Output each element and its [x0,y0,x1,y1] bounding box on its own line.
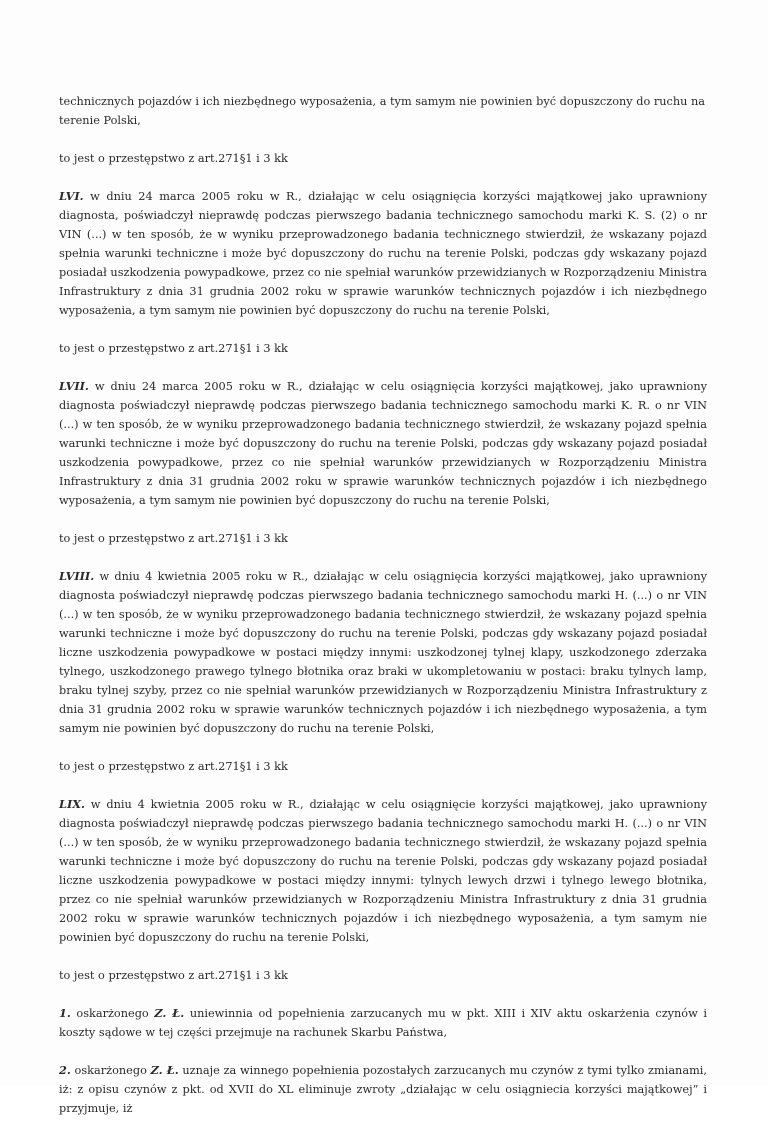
article-reference: to jest o przestępstwo z art.271§1 i 3 kk [59,969,288,982]
verdict-point-1 [59,1004,707,1042]
charge-text: w dniu 24 marca 2005 roku w R., działając w celu osiągnięcia korzyści majątkowej, jako uprawniony diagnosta poświadczył nieprawdę podczas pierwszego badania technicznego samochodu marki K. R. o nr VIN (...) w ten sposób, że w wyniku przeprowadzonego badania technicznego stwierdził, że wskazany pojazd spełnia warunki techniczne i może być dopuszczony do ruchu na terenie Polski, podczas gdy wskazany pojazd posiadał uszkodzenia powypadkowe, przez co nie spełniał warunków przewidzianych w Rozporządzeniu Ministra Infrastruktury z dnia 31 grudnia 2002 roku w sprawie warunków technicznych pojazdów i ich niezbędnego wyposażenia, a tym samym nie powinien być dopuszczony do ruchu na terenie Polski, [59,380,707,507]
charge-text: w dniu 24 marca 2005 roku w R., działając w celu osiągnięcia korzyści majątkowej jako uprawniony diagnosta, poświadczył nieprawdę podczas pierwszego badania technicznego samochodu marki K. S. (2) o nr VIN (...) w ten sposób, że w wyniku przeprowadzonego badania technicznego stwierdził, że wskazany pojazd spełnia warunki techniczne i może być dopuszczony do ruchu na terenie Polski, podczas gdy wskazany pojazd posiadał uszkodzenia powypadkowe, przez co nie spełniał warunków przewidzianych w Rozporządzeniu Ministra Infrastruktury z dnia 31 grudnia 2002 roku w sprawie warunków technicznych pojazdów i ich niezbędnego wyposażenia, a tym samym nie powinien być dopuszczony do ruchu na terenie Polski, [59,190,707,317]
charge-number: LVIII. [59,569,95,583]
verdict-text: uznaje za winnego popełnienia pozostałych zarzucanych mu czynów z tymi tylko zmianami, iż: z opisu czynów z pkt. od XVII do XL eliminuje zwroty „działając w celu osiągniecia korzyści majątkowej” i przyjmuje, iż [59,1064,707,1115]
charge-text: w dniu 4 kwietnia 2005 roku w R., działając w celu osiągnięcia korzyści majątkowej, jako uprawniony diagnosta poświadczył nieprawdę podczas pierwszego badania technicznego samochodu marki H. (...) o nr VIN (...) w ten sposób, że w wyniku przeprowadzonego badania technicznego stwierdził, że wskazany pojazd spełnia warunki techniczne i może być dopuszczony do ruchu na terenie Polski, podczas gdy wskazany pojazd posiadał liczne uszkodzenia powypadkowe w postaci między innymi: uszkodzonej tylnej klapy, uszkodzonego zderzaka tylnego, uszkodzonego prawego tylnego błotnika oraz braki w ukompletowaniu w postaci: braku tylnych lamp, braku tylnej szyby, przez co nie spełniał warunków przewidzianych w Rozporządzeniu Ministra Infrastruktury z dnia 31 grudnia 2002 roku w sprawie warunków technicznych pojazdów i ich niezbędnego wyposażenia, a tym samym nie powinien być dopuszczony do ruchu na terenie Polski, [59,570,707,735]
accused-name: Z. Ł. [154,1006,185,1020]
charge-number: LVII. [59,379,89,393]
charge-number: LVI. [59,189,84,203]
charge-paragraph-lix [59,795,707,947]
verdict-number: 2. [59,1063,71,1077]
verdict-prefix: oskarżonego [70,1064,151,1077]
document-body [59,92,707,1137]
charge-number: LIX. [59,797,85,811]
verdict-text: uniewinnia od popełnienia zarzucanych mu w pkt. XIII i XIV aktu oskarżenia czynów i koszty sądowe w tej części przejmuje na rachunek Skarbu Państwa, [59,1007,707,1039]
article-reference: to jest o przestępstwo z art.271§1 i 3 kk [59,342,288,355]
charge-paragraph-lvi [59,187,707,320]
accused-name: Z. Ł. [150,1063,179,1077]
verdict-number: 1. [59,1006,71,1020]
paragraph-continuation: technicznych pojazdów i ich niezbędnego wyposażenia, a tym samym nie powinien być dopuszczony do ruchu na terenie Polski, [59,95,706,127]
charge-text: w dniu 4 kwietnia 2005 roku w R., działając w celu osiągnięcie korzyści majątkowej, jako uprawniony diagnosta poświadczył nieprawdę podczas pierwszego badania technicznego samochodu marki H. (...) o nr VIN (...) w ten sposób, że w wyniku przeprowadzonego badania technicznego stwierdził, że wskazany pojazd spełnia warunki techniczne i może być dopuszczony do ruchu na terenie Polski, podczas gdy wskazany pojazd posiadał liczne uszkodzenia powypadkowe w postaci między innymi: tylnych lewych drzwi i tylnego lewego błotnika, przez co nie spełniał warunków przewidzianych w Rozporządzeniu Ministra Infrastruktury z dnia 31 grudnia 2002 roku w sprawie warunków technicznych pojazdów i ich niezbędnego wyposażenia, a tym samym nie powinien być dopuszczony do ruchu na terenie Polski, [59,798,707,944]
article-reference: to jest o przestępstwo z art.271§1 i 3 kk [59,152,288,165]
verdict-prefix: oskarżonego [70,1007,155,1020]
article-reference: to jest o przestępstwo z art.271§1 i 3 kk [59,760,288,773]
charge-paragraph-lviii [59,567,707,738]
verdict-point-2 [59,1061,707,1118]
charge-paragraph-lvii [59,377,707,510]
article-reference: to jest o przestępstwo z art.271§1 i 3 kk [59,532,288,545]
